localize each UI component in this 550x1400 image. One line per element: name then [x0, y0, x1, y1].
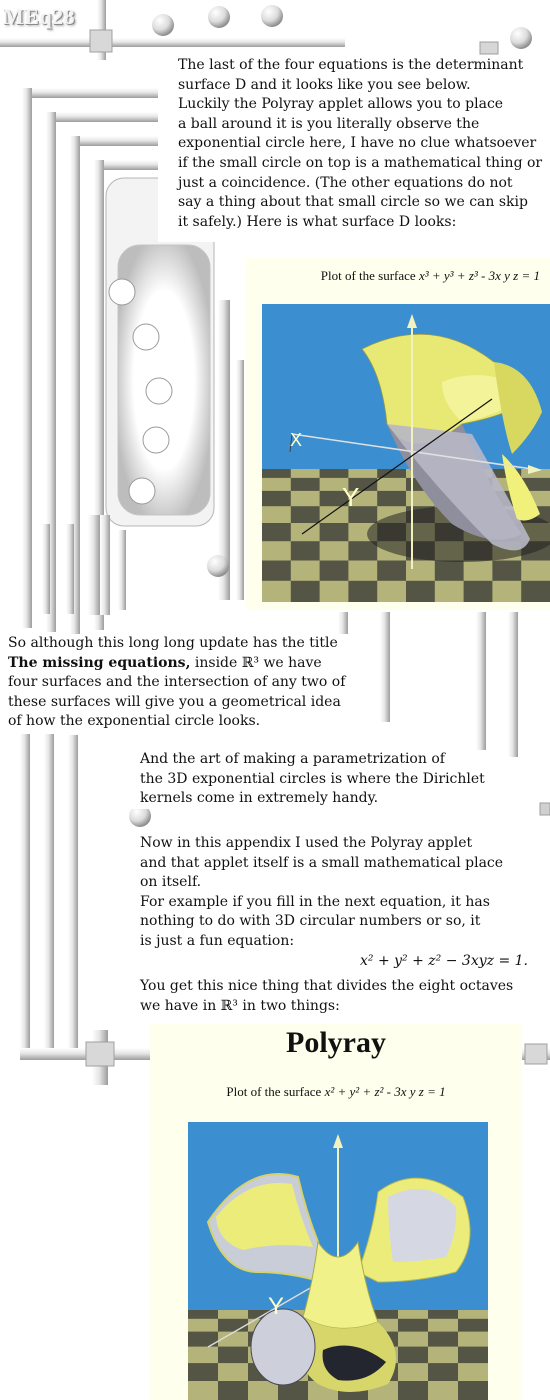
appendix-line: and that applet itself is a small mathematical place [140, 854, 504, 871]
intro-line: Luckily the Polyray applet allows you to place [178, 96, 504, 113]
intro-line: just a coincidence. (The other equations do not [178, 174, 513, 191]
floor-tile [464, 581, 493, 602]
plot2-title: Polyray [286, 1026, 386, 1059]
intro-line: surface D and it looks like you see below. [178, 76, 471, 93]
summary-line: four surfaces and the intersection of any two of [8, 674, 346, 691]
plot1-caption-prefix: Plot of the surface [320, 268, 416, 283]
intro-line: a ball around it is you literally observe the [178, 115, 480, 132]
floor-tile [492, 561, 521, 582]
floor-tile [398, 1319, 429, 1332]
floor-tile [291, 541, 320, 561]
plot2-render [188, 1122, 488, 1400]
floor-tile [348, 561, 377, 582]
intro-line: The last of the four equations is the determinant [178, 57, 524, 73]
floor-tile [428, 1347, 459, 1364]
floor-tile [188, 1363, 219, 1381]
floor-tile [218, 1363, 249, 1381]
floor-tile [291, 561, 320, 582]
floor-tile [262, 541, 291, 561]
plot2-caption-prefix: Plot of the surface [226, 1084, 322, 1099]
summary-title: The missing equations, [8, 654, 191, 671]
floor-tile [320, 581, 349, 602]
plot2-panel [150, 1024, 522, 1400]
floor-tile [428, 1363, 459, 1381]
floor-tile [458, 1381, 488, 1400]
floor-tile [291, 491, 320, 507]
plot1-render [262, 304, 550, 602]
floor-tile [320, 469, 349, 478]
floor-tile [464, 561, 493, 582]
floor-tile [188, 1381, 219, 1400]
plot2-axis-y: Y [268, 1293, 285, 1320]
floor-tile [320, 561, 349, 582]
summary-line [8, 654, 362, 674]
intro-line: if the small circle on top is a mathematical thing or [178, 154, 543, 171]
floor-tile [398, 1381, 429, 1400]
floor-tile [458, 1319, 488, 1332]
intro-paragraph [158, 56, 550, 242]
plot1-caption [246, 268, 550, 284]
summary-line: of how the exponential circle looks. [8, 713, 261, 730]
art-line: kernels come in extremely handy. [140, 790, 379, 807]
floor-tile [492, 581, 521, 602]
floor-tile [188, 1310, 219, 1319]
floor-tile [406, 581, 435, 602]
floor-tile [291, 478, 320, 492]
floor-tile [377, 561, 406, 582]
plot1-equation: x³ + y³ + z³ - 3x y z = 1 [418, 268, 540, 283]
floor-tile [291, 469, 320, 478]
floor-tile [262, 523, 291, 542]
appendix-line: nothing to do with 3D circular numbers or so, it [140, 913, 481, 930]
plot1-panel [246, 258, 550, 610]
appendix-paragraph [120, 834, 540, 1022]
intro-line: exponential circle here, I have no clue whatsoever [178, 135, 537, 152]
floor-tile [406, 561, 435, 582]
floor-tile [398, 1310, 429, 1319]
floor-tile [398, 1332, 429, 1348]
appendix-line: Now in this appendix I used the Polyray applet [140, 835, 473, 851]
art-paragraph [120, 750, 500, 809]
summary-paragraph [0, 634, 362, 734]
floor-tile [218, 1310, 249, 1319]
floor-tile [262, 478, 291, 492]
floor-tile [218, 1381, 249, 1400]
floor-tile [428, 1381, 459, 1400]
plot2-caption [150, 1084, 522, 1100]
floor-tile [377, 581, 406, 602]
plot2-equation: x² + y² + z² - 3x y z = 1 [324, 1084, 446, 1099]
appendix-line: You get this nice thing that divides the eight octaves [140, 978, 514, 995]
floor-tile [320, 523, 349, 542]
floor-tile [458, 1347, 488, 1364]
art-line: the 3D exponential circles is where the Dirichlet [140, 770, 485, 787]
appendix-line: on itself. [140, 874, 202, 891]
floor-tile [291, 506, 320, 523]
floor-tile [188, 1347, 219, 1364]
site-logo: MEq28 [3, 4, 76, 29]
floor-tile [320, 541, 349, 561]
floor-tile [435, 561, 464, 582]
summary-line: these surfaces will give you a geometrical idea [8, 693, 341, 710]
appendix-line: For example if you fill in the next equation, it has [140, 893, 490, 910]
plot1-axis-y: Y [342, 482, 360, 512]
floor-tile [428, 1332, 459, 1348]
floor-tile [458, 1332, 488, 1348]
intro-line: say a thing about that small circle so we can skip [178, 194, 528, 211]
art-line: And the art of making a parametrization of [140, 751, 445, 767]
floor-tile [428, 1319, 459, 1332]
floor-tile [218, 1319, 249, 1332]
floor-tile [377, 491, 406, 507]
floor-tile [521, 561, 550, 582]
floor-tile [521, 581, 550, 602]
floor-tile [458, 1363, 488, 1381]
summary-line-rest: inside ℝ³ we have [194, 654, 322, 671]
floor-tile [291, 523, 320, 542]
plot1-axis-x: X [290, 430, 303, 450]
floor-tile [377, 478, 406, 492]
floor-tile [218, 1347, 249, 1364]
floor-tile [291, 581, 320, 602]
floor-tile [458, 1310, 488, 1319]
floor-tile [262, 469, 291, 478]
floor-tile [188, 1332, 219, 1348]
floor-tile [348, 541, 377, 561]
floor-tile [262, 561, 291, 582]
appendix-line: we have in ℝ³ in two things: [140, 997, 340, 1014]
floor-tile [188, 1319, 219, 1332]
floor-tile [348, 581, 377, 602]
appendix-line: is just a fun equation: [140, 932, 295, 949]
floor-tile [262, 581, 291, 602]
floor-tile [262, 506, 291, 523]
summary-line: So although this long long update has the title [8, 635, 338, 651]
floor-tile [348, 469, 377, 478]
floor-tile [262, 491, 291, 507]
floor-tile [398, 1347, 429, 1364]
appendix-equation: x² + y² + z² − 3xyz = 1. [360, 952, 528, 969]
floor-tile [398, 1363, 429, 1381]
floor-tile [435, 581, 464, 602]
intro-line: it safely.) Here is what surface D looks: [178, 213, 457, 230]
floor-tile [428, 1310, 459, 1319]
